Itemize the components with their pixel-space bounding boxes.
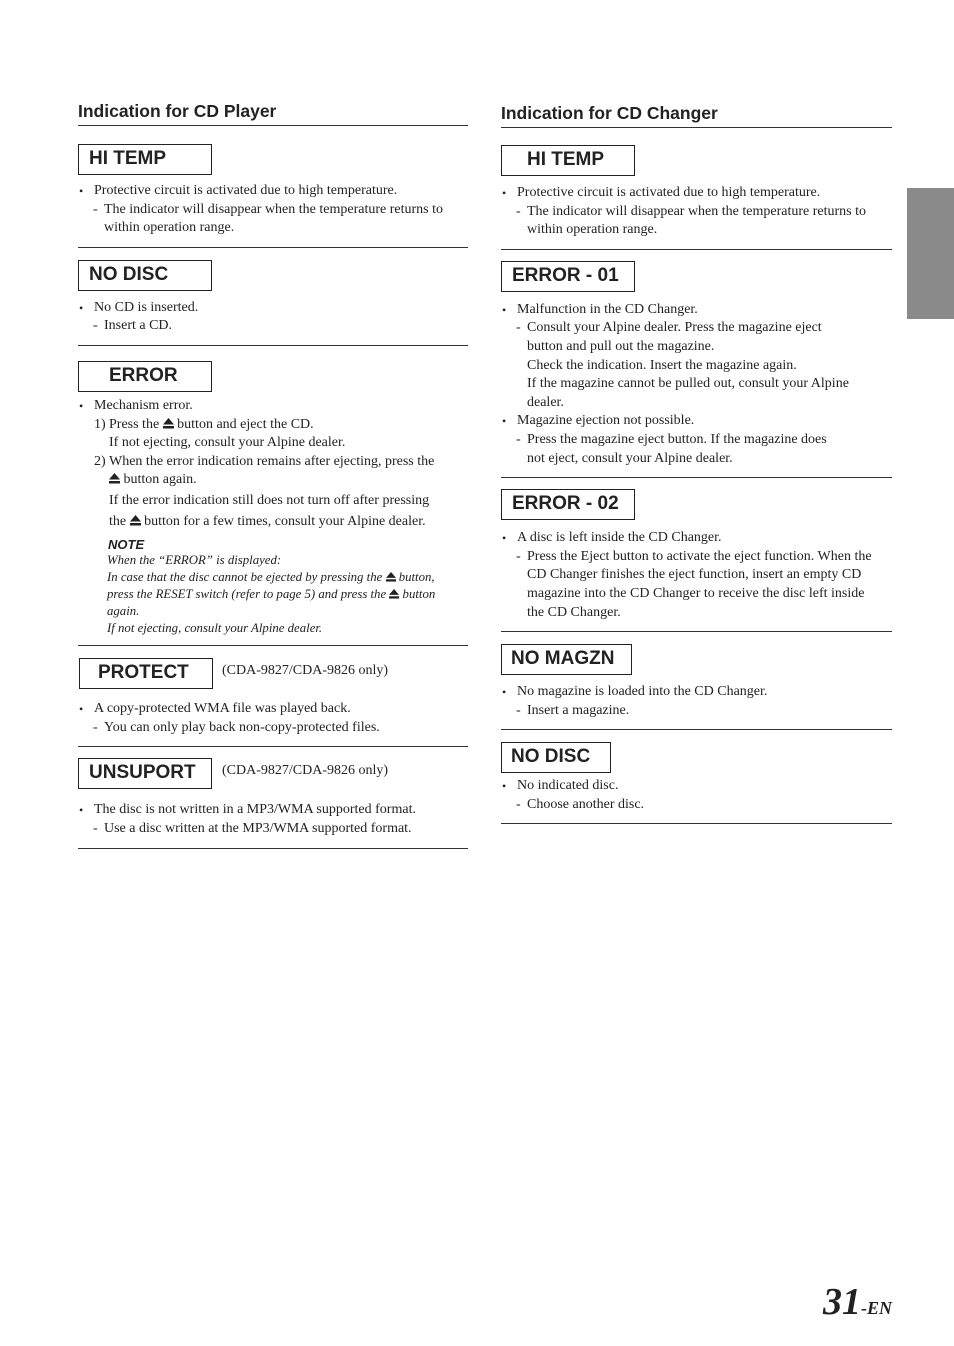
section-hitemp-player [78, 144, 468, 248]
dash-continuation: button and pull out the magazine. [527, 338, 715, 354]
left-heading: Indication for CD Player [78, 101, 468, 126]
eject-icon [389, 589, 399, 599]
indicator-box-nomagzn: NO MAGZN [501, 644, 632, 675]
divider [78, 345, 468, 346]
divider [501, 823, 892, 824]
numbered-continuation: the button for a few times, consult your Alpine dealer. [109, 513, 426, 529]
bullet-item: • Protective circuit is activated due to high temperature. [78, 182, 468, 201]
eject-icon [109, 473, 120, 484]
section-hitemp-changer [501, 145, 892, 250]
bullet-item: • Malfunction in the CD Changer. [501, 301, 892, 320]
bullet-item: • Protective circuit is activated due to high temperature. [501, 184, 892, 203]
divider [501, 249, 892, 250]
dash-continuation: If the magazine cannot be pulled out, consult your Alpine [527, 376, 849, 392]
section-error-player [78, 361, 468, 646]
bullet-item: • No CD is inserted. [78, 299, 468, 318]
numbered-continuation: button again. [78, 471, 468, 490]
section-error02 [501, 489, 892, 632]
indicator-box-error01: ERROR - 01 [501, 261, 635, 292]
dash-continuation: within operation range. [104, 220, 235, 236]
eject-icon [130, 515, 141, 526]
left-column [78, 101, 468, 849]
dash-item: - Press the Eject button to activate the eject function. When the [516, 548, 872, 564]
numbered-item: 1) Press the button and eject the CD. [94, 416, 314, 432]
dash-item: - Press the magazine eject button. If the magazine does [516, 431, 827, 447]
dash-item: - You can only play back non-copy-protected files. [93, 719, 380, 735]
bullet-item: • The disc is not written in a MP3/WMA supported format. [78, 801, 468, 820]
section-nomagzn [501, 644, 892, 730]
dash-continuation: dealer. [527, 394, 564, 410]
right-column [501, 103, 892, 824]
dash-continuation: within operation range. [527, 222, 658, 238]
dash-continuation: magazine into the CD Changer to receive the disc left inside [527, 585, 865, 601]
indicator-box-hitemp: HI TEMP [78, 144, 212, 175]
note-line: If not ejecting, consult your Alpine dealer. [107, 621, 323, 636]
dash-item: - Consult your Alpine dealer. Press the magazine eject [516, 320, 822, 336]
dash-item: - Use a disc written at the MP3/WMA supported format. [93, 820, 412, 836]
numbered-continuation: If the error indication still does not turn off after pressing [109, 492, 430, 508]
section-unsuport [78, 758, 468, 848]
indicator-box-unsuport: UNSUPORT [78, 758, 212, 789]
note-heading: NOTE [108, 537, 145, 553]
section-protect [78, 658, 468, 747]
bullet-item: • Magazine ejection not possible. [501, 412, 892, 431]
divider [78, 645, 468, 646]
indicator-box-nodisc: NO DISC [78, 260, 212, 291]
numbered-continuation: If not ejecting, consult your Alpine dealer. [109, 435, 346, 451]
page-number: 31-EN [823, 1281, 892, 1323]
dash-item: - The indicator will disappear when the temperature returns to [93, 201, 443, 217]
divider [78, 247, 468, 248]
numbered-item: 2) When the error indication remains after ejecting, press the [94, 453, 435, 469]
bullet-item: • Mechanism error. [78, 397, 468, 416]
dash-item: - Insert a CD. [93, 318, 173, 334]
bullet-item: • No magazine is loaded into the CD Changer. [501, 683, 892, 702]
dash-item: - The indicator will disappear when the temperature returns to [516, 203, 866, 219]
model-note: (CDA-9827/CDA-9826 only) [222, 663, 389, 679]
dash-item: - Choose another disc. [516, 796, 645, 812]
section-nodisc-changer [501, 742, 892, 824]
bullet-item: • No indicated disc. [501, 777, 892, 796]
indicator-box-error: ERROR [78, 361, 212, 392]
indicator-box-hitemp: HI TEMP [501, 145, 635, 176]
divider [78, 848, 468, 849]
dash-continuation: CD Changer finishes the eject function, insert an empty CD [527, 567, 862, 583]
indicator-box-nodisc: NO DISC [501, 742, 611, 773]
side-tab-marker [907, 188, 954, 319]
eject-icon [386, 572, 396, 582]
section-nodisc-player [78, 260, 468, 346]
note-line: When the “ERROR” is displayed: [107, 553, 282, 568]
divider [501, 477, 892, 478]
dash-continuation: Check the indication. Insert the magazine again. [527, 357, 797, 373]
note-line: In case that the disc cannot be ejected by pressing the button, [107, 570, 435, 585]
note-line: press the RESET switch (refer to page 5) and press the button [107, 587, 436, 602]
dash-item: - Insert a magazine. [516, 702, 630, 718]
divider [501, 631, 892, 632]
divider [78, 746, 468, 747]
indicator-box-error02: ERROR - 02 [501, 489, 635, 520]
eject-icon [163, 418, 174, 429]
dash-continuation: not eject, consult your Alpine dealer. [527, 450, 733, 466]
note-body [107, 552, 468, 637]
section-error01 [501, 261, 892, 478]
indicator-box-protect: PROTECT [79, 658, 213, 689]
divider [501, 729, 892, 730]
dash-continuation: the CD Changer. [527, 604, 621, 620]
bullet-item: • A disc is left inside the CD Changer. [501, 529, 892, 548]
note-line: again. [107, 604, 140, 619]
right-heading: Indication for CD Changer [501, 103, 892, 128]
model-note: (CDA-9827/CDA-9826 only) [222, 763, 389, 779]
bullet-item: • A copy-protected WMA file was played back. [78, 700, 468, 719]
